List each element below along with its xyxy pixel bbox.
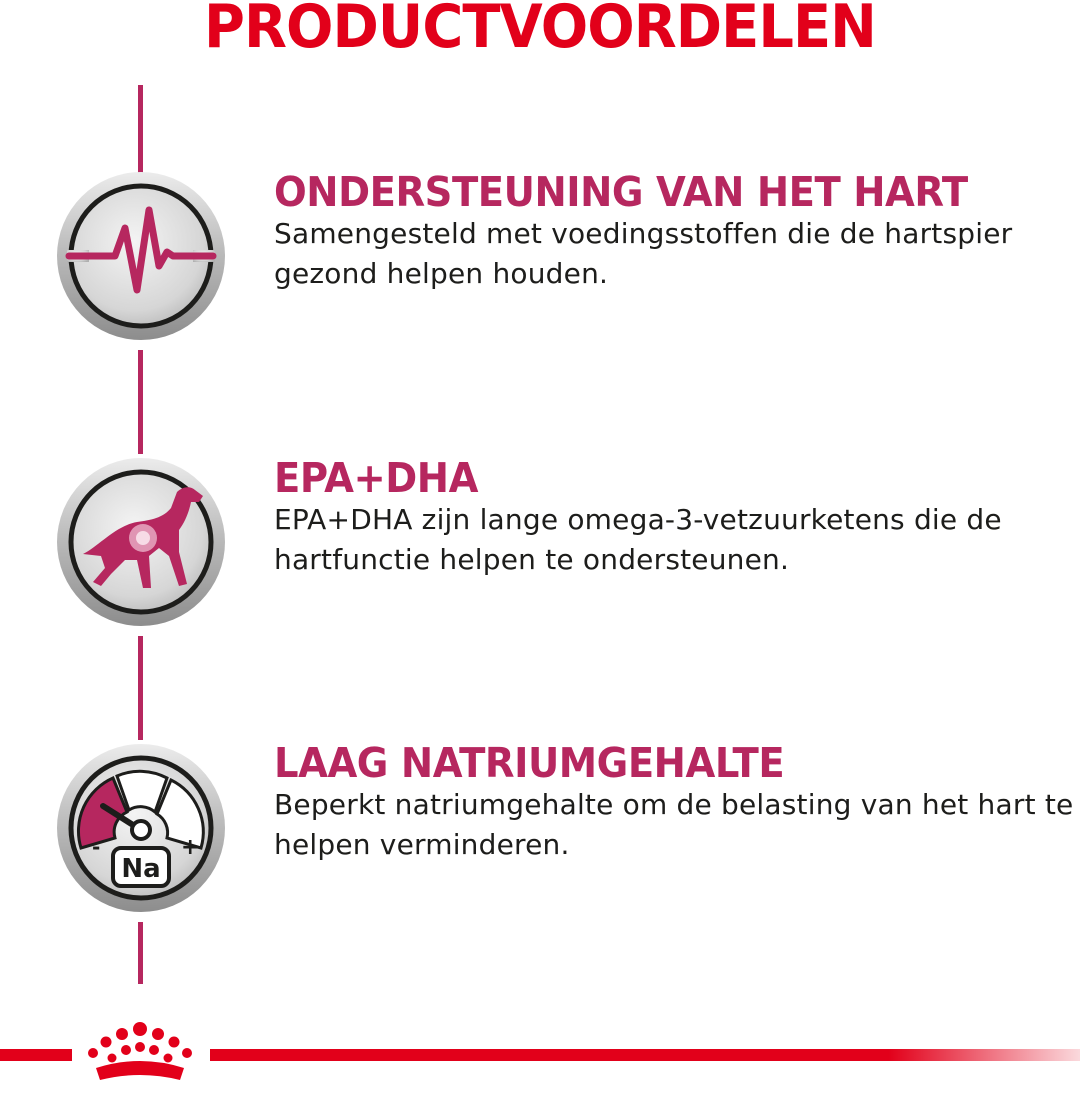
gauge-min-label: - xyxy=(92,835,101,859)
benefit-description: EPA+DHA zijn lange omega-3-vetzuurketens die de hartfunctie helpen te ondersteunen. xyxy=(274,503,1002,576)
gauge-max-label: + xyxy=(181,835,200,860)
timeline-line xyxy=(138,85,143,173)
benefit-epa-dha xyxy=(274,456,1080,580)
benefit-description: Beperkt natriumgehalte om de belasting van het hart te helpen verminderen. xyxy=(274,788,1074,861)
footer-divider xyxy=(0,1049,72,1061)
benefit-heading: EPA+DHA xyxy=(274,454,478,502)
dog-heart-icon xyxy=(55,456,227,628)
benefit-low-sodium xyxy=(274,741,1080,865)
timeline-line xyxy=(138,350,143,454)
footer-divider xyxy=(210,1049,1080,1061)
page-title: PRODUCTVOORDELEN xyxy=(204,0,876,62)
gauge-na-label: Na xyxy=(121,854,161,884)
benefit-heading: ONDERSTEUNING VAN HET HART xyxy=(274,168,968,216)
heartbeat-icon xyxy=(55,170,227,342)
timeline-line xyxy=(138,636,143,740)
sodium-gauge-icon xyxy=(55,742,227,914)
benefit-description: Samengesteld met voedingsstoffen die de hartspier gezond helpen houden. xyxy=(274,217,1013,290)
crown-logo xyxy=(82,1020,198,1089)
benefit-heart-support xyxy=(274,170,1080,294)
benefit-heading: LAAG NATRIUMGEHALTE xyxy=(274,739,785,787)
timeline-line xyxy=(138,922,143,984)
